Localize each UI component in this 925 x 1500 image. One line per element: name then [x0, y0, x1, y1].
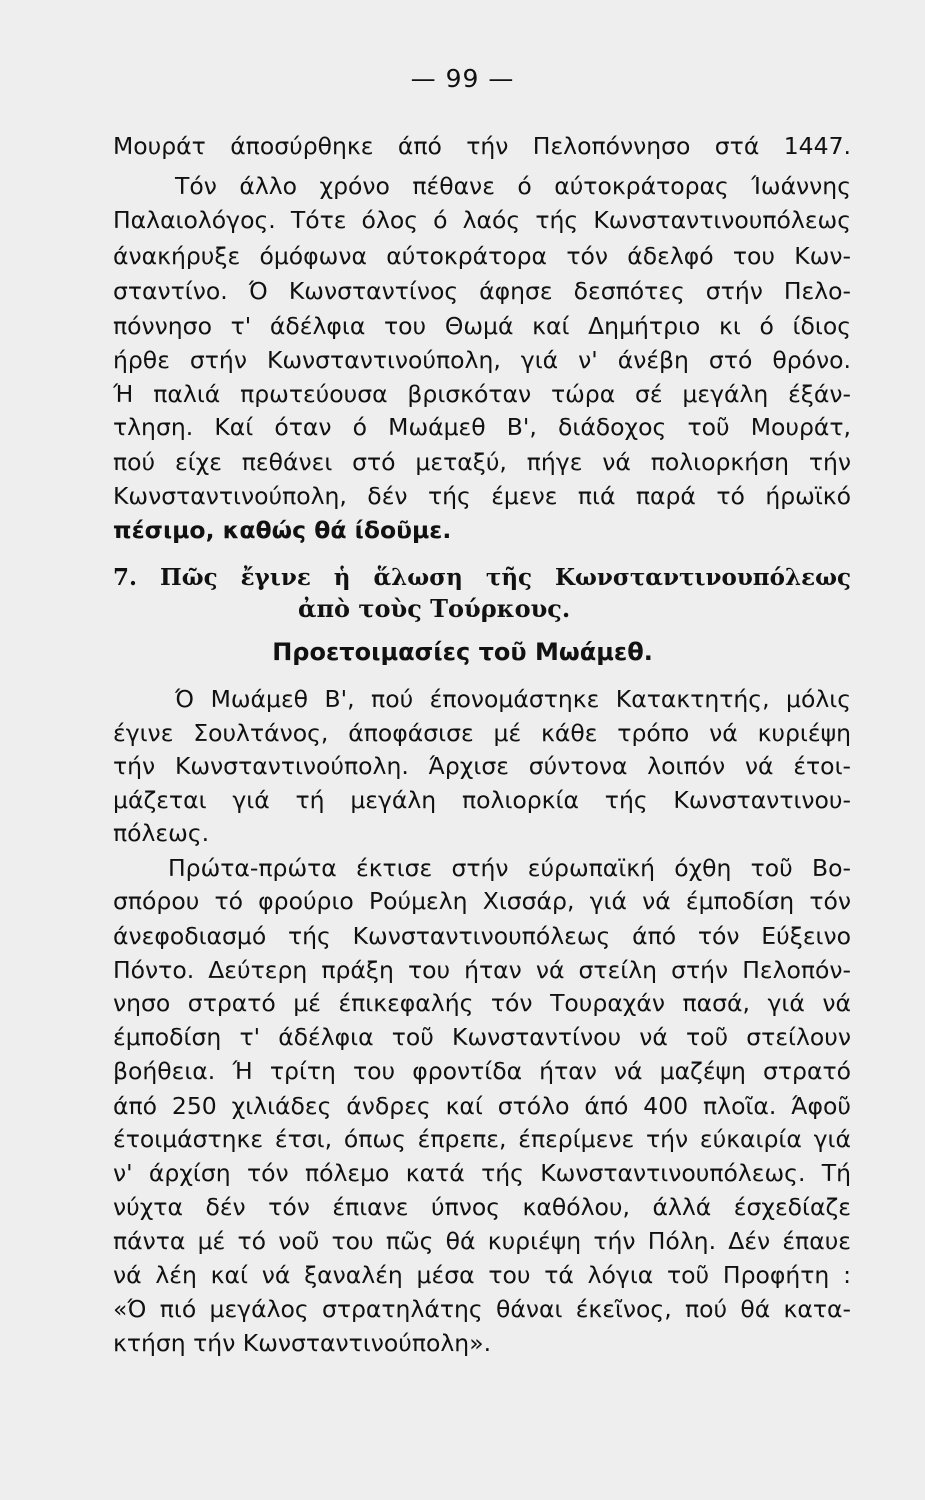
text-line: Ή παλιά πρωτεύουσα βρισκόταν τώρα σέ μεγάλη έξάν-: [113, 380, 851, 408]
text-line: τληση. Καί όταν ό Μωάμεθ Β', διάδοχος τοῦ Μουράτ,: [113, 413, 851, 441]
text-line: νά λέη καί νά ξαναλέη μέσα του τά λόγια τοῦ Προφήτη :: [113, 1261, 851, 1289]
text-line: «Ό πιό μεγάλος στρατηλάτης θάναι έκεῖνος, πού θά κατα-: [113, 1295, 851, 1323]
page-number: — 99 —: [410, 64, 515, 93]
text-line: Ό Μωάμεθ Β', πού έπονομάστηκε Κατακτητής, μόλις: [175, 685, 851, 713]
text-line: μάζεται γιά τή μεγάλη πολιορκία τής Κωνσταντινου-: [113, 786, 851, 814]
text-line: σπόρου τό φρούριο Ρούμελη Χισσάρ, γιά νά έμποδίση τόν: [113, 887, 851, 915]
text-line: σταντίνο. Ό Κωνσταντίνος άφησε δεσπότες στήν Πελο-: [113, 277, 851, 305]
text-line: πού είχε πεθάνει στό μεταξύ, πήγε νά πολιορκήση τήν: [113, 448, 851, 476]
text-line: άπό 250 χιλιάδες άνδρες καί στόλο άπό 400 πλοῖα. Άφοῦ: [113, 1092, 851, 1120]
text-line: κτήση τήν Κωνσταντινούπολη».: [113, 1329, 492, 1357]
text-line: πάντα μέ τό νοῦ του πῶς θά κυριέψη τήν Πόλη. Δέν έπαυε: [113, 1227, 851, 1255]
text-line: Τόν άλλο χρόνο πέθανε ό αύτοκράτορας Ίωάννης: [175, 172, 851, 200]
text-line: Μουράτ άποσύρθηκε άπό τήν Πελοπόννησο στά 1447.: [113, 132, 851, 160]
text-line: έμποδίση τ' άδέλφια τοῦ Κωνσταντίνου νά τοῦ στείλουν: [113, 1023, 851, 1051]
text-line: νησο στρατό μέ έπικεφαλής τόν Τουραχάν πασά, γιά νά: [113, 989, 851, 1017]
text-line: Πόντο. Δεύτερη πράξη του ήταν νά στείλη στήν Πελοπόν-: [113, 956, 851, 984]
text-line: τήν Κωνσταντινούπολη. Άρχισε σύντονα λοιπόν νά έτοι-: [113, 752, 851, 780]
section-heading-continued: ἀπὸ τοὺς Τούρκους.: [298, 594, 571, 623]
text-line: ήρθε στήν Κωνσταντινούπολη, γιά ν' άνέβη στό θρόνο.: [113, 346, 851, 374]
text-line: άνακήρυξε όμόφωνα αύτοκράτορα τόν άδελφό του Κων-: [113, 242, 851, 270]
subsection-title: Προετοιμασίες τοῦ Μωάμεθ.: [272, 638, 653, 666]
text-line: ν' άρχίση τόν πόλεμο κατά τής Κωνσταντινουπόλεως. Τή: [113, 1159, 851, 1187]
text-line: πόννησο τ' άδέλφια του Θωμά καί Δημήτριο κι ό ίδιος: [113, 312, 851, 340]
text-line: έτοιμάστηκε έτσι, όπως έπρεπε, έπερίμενε τήν εύκαιρία γιά: [113, 1125, 851, 1153]
text-line: νύχτα δέν τόν έπιανε ύπνος καθόλου, άλλά έσχεδίαζε: [113, 1193, 851, 1221]
text-line: Πρώτα-πρώτα έκτισε στήν εύρωπαϊκή όχθη τοῦ Βο-: [168, 854, 851, 882]
text-line: βοήθεια. Ή τρίτη του φροντίδα ήταν νά μαζέψη στρατό: [113, 1057, 851, 1085]
text-line: έγινε Σουλτάνος, άποφάσισε μέ κάθε τρόπο νά κυριέψη: [113, 719, 851, 747]
text-line: άνεφοδιασμό τής Κωνσταντινουπόλεως άπό τόν Εύξεινο: [113, 922, 851, 950]
section-heading: 7. Πῶς ἔγινε ἡ ἅλωση τῆς Κωνσταντινουπόλεως: [113, 564, 851, 591]
text-line: πόλεως.: [113, 819, 210, 847]
text-line: Παλαιολόγος. Τότε όλος ό λαός τής Κωνσταντινουπόλεως: [113, 206, 851, 234]
text-line: πέσιμο, καθώς θά ίδοῦμε.: [113, 516, 452, 544]
text-line: Κωνσταντινούπολη, δέν τής έμενε πιά παρά τό ήρωϊκό: [113, 482, 851, 510]
